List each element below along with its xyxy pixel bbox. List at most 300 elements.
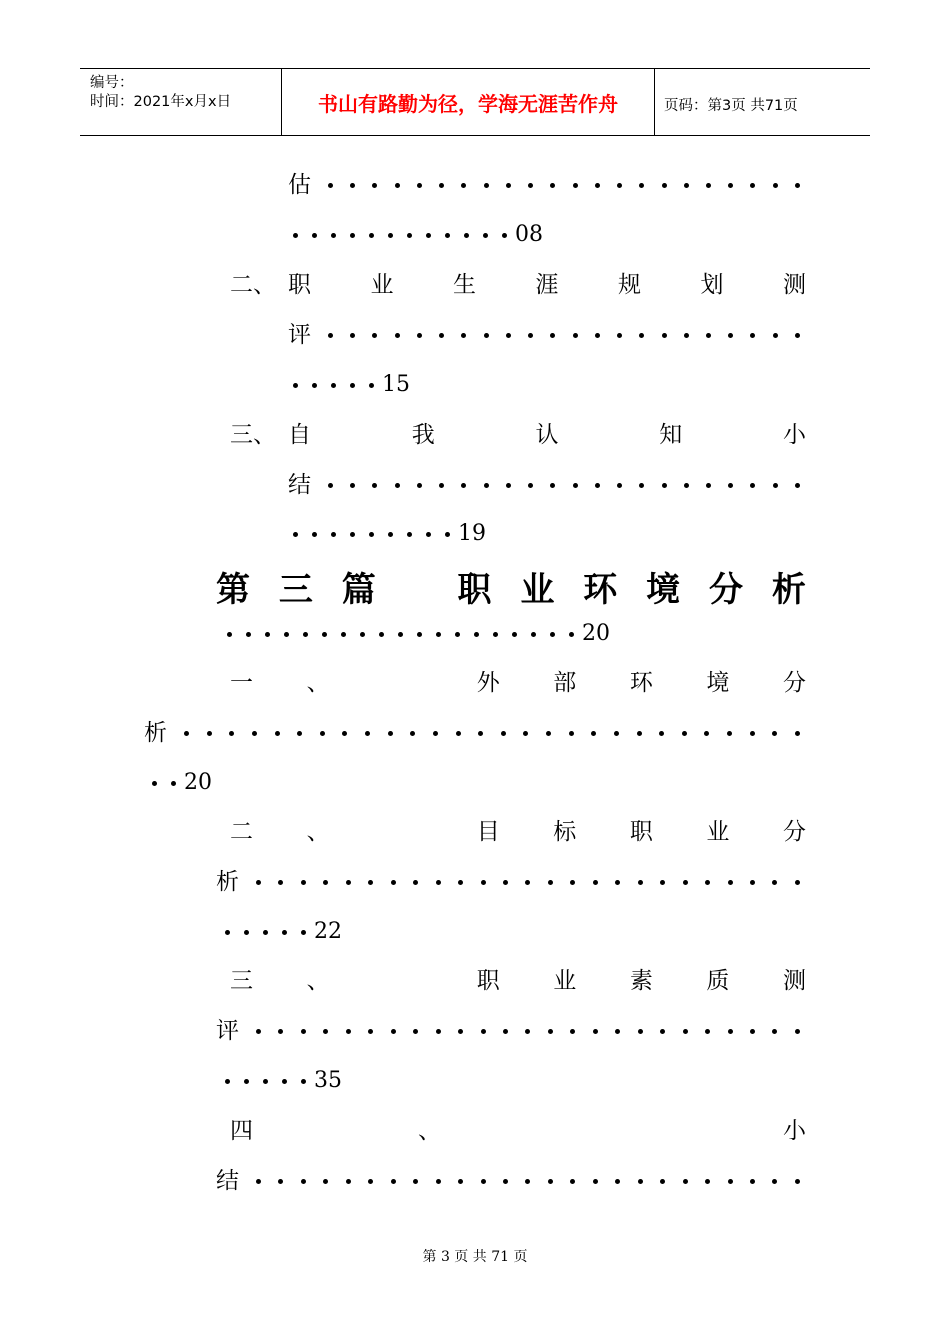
title-char: 业	[520, 570, 557, 610]
leader-dot	[569, 632, 574, 637]
leader-dot	[795, 333, 800, 338]
leader-dot	[728, 880, 733, 885]
leader-dot	[368, 1179, 373, 1184]
leader-dot	[350, 383, 355, 388]
leader-dot	[328, 483, 333, 488]
title-char: 环	[583, 570, 620, 610]
leader-dot	[506, 333, 511, 338]
toc-p3-item-1-page	[152, 768, 212, 798]
leader-dot	[550, 632, 555, 637]
leader-dot	[662, 183, 667, 188]
leader-dot	[593, 1179, 598, 1184]
leader-dot	[417, 333, 422, 338]
leader-dot	[525, 1029, 530, 1034]
toc-leader-dots	[225, 930, 320, 935]
toc-leader-dots	[328, 483, 800, 488]
leader-dot	[595, 333, 600, 338]
leader-dot	[252, 731, 257, 736]
leader-dot	[346, 880, 351, 885]
leader-dot	[388, 532, 393, 537]
leader-dot	[391, 880, 396, 885]
title-char: 质	[706, 968, 730, 994]
title-char: 我	[411, 422, 435, 448]
leader-dot	[493, 632, 498, 637]
leader-dot	[331, 532, 336, 537]
header-motto: 书山有路勤为径，学海无涯苦作舟	[318, 92, 618, 116]
leader-dot	[439, 183, 444, 188]
leader-dot	[369, 383, 374, 388]
leader-dot	[456, 731, 461, 736]
leader-dot	[795, 183, 800, 188]
leader-dot	[750, 1179, 755, 1184]
leader-dot	[256, 1179, 261, 1184]
leader-dot	[662, 333, 667, 338]
leader-dot	[207, 731, 212, 736]
leader-dot	[639, 183, 644, 188]
toc-item-2-title	[288, 270, 806, 300]
title-char: 素	[629, 968, 653, 994]
leader-dot	[481, 1029, 486, 1034]
leader-dot	[301, 1079, 306, 1084]
leader-dot	[705, 880, 710, 885]
leader-dot	[407, 233, 412, 238]
leader-dot	[436, 632, 441, 637]
leader-dot	[660, 1029, 665, 1034]
title-char	[383, 966, 423, 996]
leader-dot	[502, 233, 507, 238]
leader-dot	[573, 483, 578, 488]
leader-dot	[263, 1079, 268, 1084]
leader-dot	[750, 1029, 755, 1034]
leader-dot	[773, 333, 778, 338]
leader-dot	[684, 333, 689, 338]
leader-dot	[293, 233, 298, 238]
title-char	[405, 562, 431, 611]
leader-dot	[593, 1029, 598, 1034]
leader-dot	[436, 1179, 441, 1184]
leader-dot	[417, 483, 422, 488]
toc-page-number: 20	[184, 770, 212, 795]
title-char: 二	[230, 819, 253, 845]
toc-leader-dots	[328, 333, 800, 338]
leader-dot	[772, 731, 777, 736]
title-char: 、	[306, 670, 330, 696]
toc-leader-dots	[227, 632, 588, 637]
toc-line-assess-page	[293, 220, 543, 250]
toc-item-2-num: 二、	[230, 272, 276, 298]
leader-dot	[795, 1179, 800, 1184]
toc-p3-item-4-char: 小	[783, 1118, 806, 1144]
leader-dot	[372, 483, 377, 488]
leader-dot	[750, 731, 755, 736]
leader-dot	[659, 731, 664, 736]
leader-dot	[323, 880, 328, 885]
leader-dot	[772, 880, 777, 885]
title-char: 测	[782, 968, 806, 994]
title-char: 部	[553, 670, 577, 696]
leader-dot	[301, 880, 306, 885]
leader-dot	[303, 632, 308, 637]
leader-dot	[256, 1029, 261, 1034]
leader-dot	[372, 183, 377, 188]
leader-dot	[458, 1029, 463, 1034]
leader-dot	[570, 880, 575, 885]
leader-dot	[546, 731, 551, 736]
title-char: 第	[216, 570, 252, 610]
leader-dot	[395, 183, 400, 188]
leader-dot	[461, 183, 466, 188]
toc-item-3-num: 三、	[230, 422, 276, 448]
leader-dot	[341, 632, 346, 637]
toc-page-number: 22	[314, 919, 342, 944]
title-char: 三	[278, 570, 315, 610]
title-char: 业	[370, 272, 394, 298]
leader-dot	[426, 532, 431, 537]
leader-dot	[350, 333, 355, 338]
title-char: 小	[783, 422, 806, 448]
title-char: 、	[306, 819, 330, 845]
title-char	[383, 668, 423, 698]
title-char: 析	[771, 570, 808, 610]
leader-dot	[706, 333, 711, 338]
toc-page-number: 19	[458, 521, 486, 546]
toc-p3-item-2-dots: 析	[216, 867, 800, 897]
leader-dot	[683, 880, 688, 885]
leader-dot	[265, 632, 270, 637]
leader-dot	[569, 731, 574, 736]
leader-dot	[478, 731, 483, 736]
header-bottom-border	[80, 135, 870, 136]
leader-dot	[528, 183, 533, 188]
leader-dot	[346, 1029, 351, 1034]
leader-dot	[773, 483, 778, 488]
leader-dot	[512, 632, 517, 637]
leader-dot	[426, 233, 431, 238]
toc-item-2-page	[293, 370, 410, 400]
title-char	[383, 817, 423, 847]
toc-leader-dots	[256, 880, 800, 885]
leader-dot	[293, 532, 298, 537]
title-char: 业	[706, 819, 730, 845]
leader-dot	[772, 1029, 777, 1034]
leader-dot	[573, 333, 578, 338]
leader-dot	[388, 731, 393, 736]
header-top-border	[80, 68, 870, 69]
leader-dot	[368, 1029, 373, 1034]
leader-dot	[439, 483, 444, 488]
leader-dot	[458, 1179, 463, 1184]
leader-dot	[501, 731, 506, 736]
leader-dot	[528, 483, 533, 488]
leader-dot	[728, 483, 733, 488]
leader-dot	[593, 880, 598, 885]
page-footer: 第 3 页 共 71 页	[422, 1249, 528, 1265]
toc-p3-item-4-dots: 结	[216, 1166, 800, 1196]
leader-dot	[436, 1029, 441, 1034]
leader-dot	[227, 632, 232, 637]
title-char: 职	[476, 968, 500, 994]
leader-dot	[795, 880, 800, 885]
toc-page-number: 15	[382, 372, 410, 397]
leader-dot	[750, 183, 755, 188]
leader-dot	[312, 233, 317, 238]
leader-dot	[706, 483, 711, 488]
leader-dot	[301, 1029, 306, 1034]
leader-dot	[458, 880, 463, 885]
title-char: 涯	[535, 272, 559, 298]
title-char: 规	[618, 272, 641, 298]
leader-dot	[301, 930, 306, 935]
toc-part-3-page	[227, 619, 610, 649]
toc-p3-item-3-dots: 评	[216, 1016, 800, 1046]
leader-dot	[704, 731, 709, 736]
header-divider-2	[654, 68, 655, 135]
leader-dot	[638, 880, 643, 885]
leader-dot	[342, 731, 347, 736]
toc-leader-dots	[256, 1029, 800, 1034]
leader-dot	[439, 333, 444, 338]
leader-dot	[682, 731, 687, 736]
leader-dot	[413, 1179, 418, 1184]
leader-dot	[407, 532, 412, 537]
leader-dot	[481, 880, 486, 885]
leader-dot	[637, 731, 642, 736]
title-char: 认	[535, 422, 559, 448]
toc-leader-dots	[225, 1079, 320, 1084]
leader-dot	[638, 1179, 643, 1184]
leader-dot	[639, 333, 644, 338]
title-char: 业	[553, 968, 577, 994]
leader-dot	[350, 233, 355, 238]
toc-leader-dots	[184, 731, 800, 736]
leader-dot	[474, 632, 479, 637]
leader-dot	[638, 1029, 643, 1034]
leader-dot	[152, 781, 157, 786]
title-char: 一	[230, 670, 253, 696]
leader-dot	[548, 1029, 553, 1034]
leader-dot	[795, 1029, 800, 1034]
title-char: 分	[782, 819, 806, 845]
leader-dot	[391, 1029, 396, 1034]
toc-p3-item-3-title	[230, 966, 806, 996]
toc-p3-item-3-page	[225, 1066, 342, 1096]
leader-dot	[550, 483, 555, 488]
leader-dot	[728, 1029, 733, 1034]
leader-dot	[417, 632, 422, 637]
leader-dot	[525, 880, 530, 885]
toc-p3-item-4-sep: 、	[418, 1118, 441, 1144]
leader-dot	[391, 1179, 396, 1184]
leader-dot	[662, 483, 667, 488]
leader-dot	[388, 233, 393, 238]
leader-dot	[750, 483, 755, 488]
leader-dot	[171, 781, 176, 786]
leader-dot	[301, 1179, 306, 1184]
leader-dot	[413, 880, 418, 885]
leader-dot	[615, 1029, 620, 1034]
toc-part-3-heading	[216, 562, 808, 611]
title-char: 篇	[341, 570, 378, 610]
leader-dot	[312, 383, 317, 388]
leader-dot	[573, 183, 578, 188]
toc-p3-item-1-title	[230, 668, 806, 698]
title-char: 环	[629, 670, 653, 696]
leader-dot	[461, 333, 466, 338]
leader-dot	[660, 1179, 665, 1184]
title-char: 目	[476, 819, 500, 845]
leader-dot	[323, 1179, 328, 1184]
leader-dot	[369, 532, 374, 537]
toc-page-number: 08	[515, 222, 543, 247]
leader-dot	[683, 1179, 688, 1184]
leader-dot	[331, 383, 336, 388]
leader-dot	[503, 1029, 508, 1034]
toc-p3-item-4-num: 四	[230, 1118, 253, 1144]
leader-dot	[256, 880, 261, 885]
leader-dot	[284, 632, 289, 637]
leader-dot	[322, 632, 327, 637]
leader-dot	[595, 183, 600, 188]
title-char: 分	[709, 570, 745, 610]
leader-dot	[436, 880, 441, 885]
leader-dot	[483, 233, 488, 238]
toc-leader-dots	[256, 1179, 800, 1184]
leader-dot	[728, 333, 733, 338]
toc-p3-item-2-title	[230, 817, 806, 847]
leader-dot	[410, 731, 415, 736]
leader-dot	[323, 1029, 328, 1034]
leader-dot	[278, 880, 283, 885]
title-char: 自	[288, 422, 311, 448]
leader-dot	[433, 731, 438, 736]
title-char: 职	[629, 819, 653, 845]
leader-dot	[481, 1179, 486, 1184]
leader-dot	[773, 183, 778, 188]
leader-dot	[275, 731, 280, 736]
header-page-info: 页码：第3页 共71页	[664, 98, 798, 114]
leader-dot	[331, 233, 336, 238]
leader-dot	[614, 731, 619, 736]
leader-dot	[350, 183, 355, 188]
leader-dot	[417, 183, 422, 188]
leader-dot	[615, 880, 620, 885]
leader-dot	[368, 880, 373, 885]
leader-dot	[320, 731, 325, 736]
leader-dot	[750, 333, 755, 338]
leader-dot	[595, 483, 600, 488]
leader-dot	[398, 632, 403, 637]
leader-dot	[570, 1179, 575, 1184]
leader-dot	[503, 880, 508, 885]
toc-leader-dots	[328, 183, 800, 188]
title-char: 境	[646, 570, 683, 610]
title-char: 知	[659, 422, 683, 448]
toc-page-number: 35	[314, 1068, 342, 1093]
leader-dot	[550, 333, 555, 338]
title-char: 分	[782, 670, 806, 696]
leader-dot	[523, 731, 528, 736]
leader-dot	[297, 731, 302, 736]
leader-dot	[445, 233, 450, 238]
leader-dot	[350, 532, 355, 537]
leader-dot	[395, 333, 400, 338]
leader-dot	[278, 1029, 283, 1034]
leader-dot	[684, 183, 689, 188]
leader-dot	[282, 1079, 287, 1084]
leader-dot	[413, 1029, 418, 1034]
leader-dot	[246, 632, 251, 637]
leader-dot	[772, 1179, 777, 1184]
leader-dot	[225, 1079, 230, 1084]
toc-leader-dots	[293, 233, 521, 238]
leader-dot	[591, 731, 596, 736]
leader-dot	[263, 930, 268, 935]
leader-dot	[293, 383, 298, 388]
leader-dot	[548, 880, 553, 885]
toc-p3-item-2-page	[225, 917, 342, 947]
title-char: 职	[288, 272, 311, 298]
leader-dot	[706, 183, 711, 188]
leader-dot	[350, 483, 355, 488]
toc-item-2-dots: 评	[288, 320, 800, 350]
title-char: 三	[230, 968, 253, 994]
toc-lead-char: 估	[288, 172, 311, 198]
title-char: 、	[306, 968, 330, 994]
title-char: 境	[706, 670, 730, 696]
leader-dot	[484, 483, 489, 488]
leader-dot	[461, 483, 466, 488]
leader-dot	[795, 731, 800, 736]
leader-dot	[328, 183, 333, 188]
leader-dot	[617, 183, 622, 188]
title-char: 测	[783, 272, 806, 298]
leader-dot	[328, 333, 333, 338]
leader-dot	[683, 1029, 688, 1034]
leader-dot	[455, 632, 460, 637]
toc-item-3-title	[288, 420, 806, 450]
leader-dot	[445, 532, 450, 537]
leader-dot	[525, 1179, 530, 1184]
header-number-label: 编号：	[90, 75, 134, 91]
leader-dot	[379, 632, 384, 637]
title-char: 标	[553, 819, 577, 845]
title-char: 生	[453, 272, 476, 298]
leader-dot	[531, 632, 536, 637]
leader-dot	[570, 1029, 575, 1034]
leader-dot	[360, 632, 365, 637]
leader-dot	[795, 483, 800, 488]
title-char: 职	[457, 570, 494, 610]
leader-dot	[615, 1179, 620, 1184]
leader-dot	[705, 1179, 710, 1184]
leader-dot	[617, 333, 622, 338]
toc-item-3-dots: 结	[288, 470, 800, 500]
leader-dot	[528, 333, 533, 338]
leader-dot	[464, 233, 469, 238]
leader-dot	[660, 880, 665, 885]
leader-dot	[728, 183, 733, 188]
toc-line-assess-dots	[288, 170, 800, 200]
leader-dot	[278, 1179, 283, 1184]
title-char: 外	[476, 670, 500, 696]
leader-dot	[229, 731, 234, 736]
title-char: 划	[700, 272, 724, 298]
toc-item-3-page	[293, 519, 486, 549]
leader-dot	[503, 1179, 508, 1184]
leader-dot	[184, 731, 189, 736]
leader-dot	[639, 483, 644, 488]
leader-dot	[550, 183, 555, 188]
